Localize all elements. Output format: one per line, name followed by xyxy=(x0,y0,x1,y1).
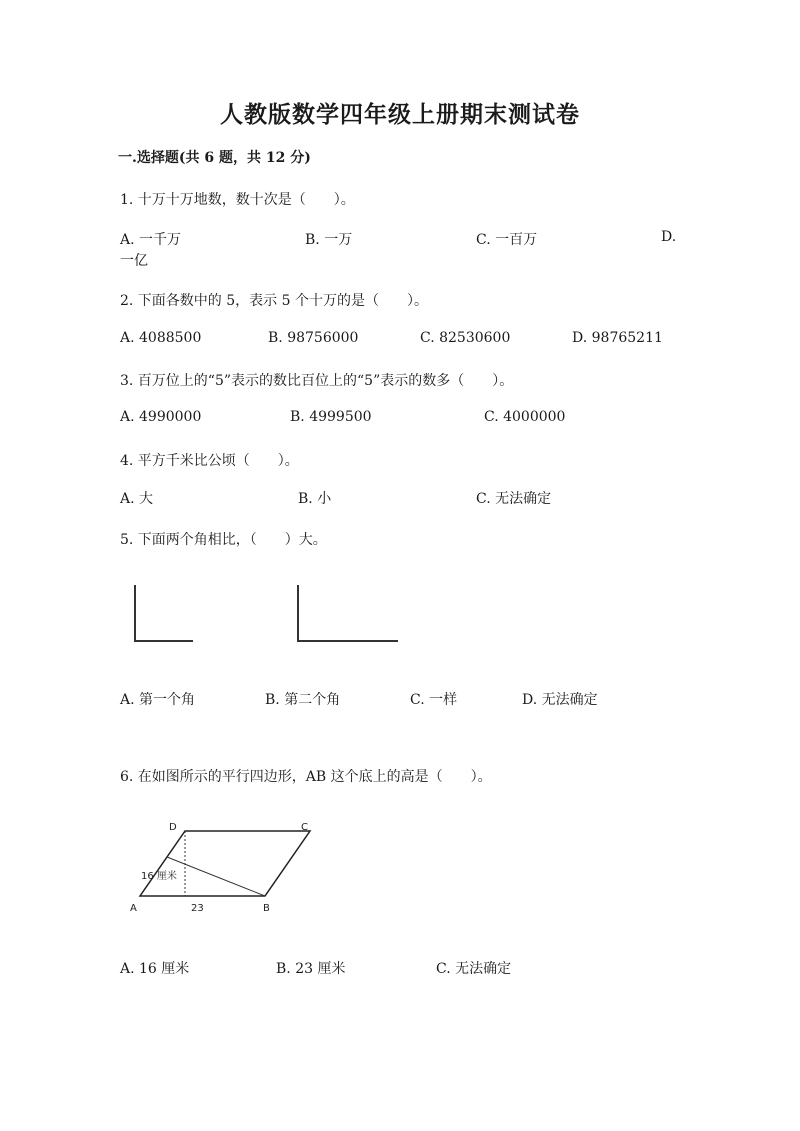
label-a: A xyxy=(130,903,137,914)
q3-option-b: B. 4999500 xyxy=(290,409,372,425)
angle-figure xyxy=(125,580,415,650)
q1-option-d: D. xyxy=(661,229,677,245)
q5-option-b: B. 第二个角 xyxy=(265,692,341,708)
q2-option-c: C. 82530600 xyxy=(420,330,511,346)
q6-option-b: B. 23 厘米 xyxy=(276,961,346,977)
q3-option-c: C. 4000000 xyxy=(484,409,566,425)
question-6-stem: 6. 在如图所示的平行四边形，AB 这个底上的高是（ ）。 xyxy=(120,769,492,785)
parallelogram xyxy=(140,831,310,896)
q4-option-a: A. 大 xyxy=(120,491,154,507)
question-3-stem: 3. 百万位上的“5”表示的数比百位上的“5”表示的数多（ ）。 xyxy=(120,373,514,389)
question-1-stem: 1. 十万十万地数，数十次是（ ）。 xyxy=(120,192,355,208)
page-title: 人教版数学四年级上册期末测试卷 xyxy=(220,101,580,128)
question-4-stem: 4. 平方千米比公顷（ ）。 xyxy=(120,453,299,469)
q1-option-b: B. 一万 xyxy=(305,232,353,248)
label-base: 23 xyxy=(191,903,204,914)
q6-option-a: A. 16 厘米 xyxy=(120,961,190,977)
second-angle xyxy=(298,585,398,641)
q1-option-c: C. 一百万 xyxy=(476,232,538,248)
label-c: C xyxy=(301,822,308,833)
q6-option-c: C. 无法确定 xyxy=(436,961,512,977)
section-heading: 一.选择题(共 6 题，共 12 分) xyxy=(118,150,311,166)
q4-option-c: C. 无法确定 xyxy=(476,491,552,507)
label-d: D xyxy=(169,822,177,833)
q5-option-a: A. 第一个角 xyxy=(120,692,196,708)
q4-option-b: B. 小 xyxy=(298,491,332,507)
question-2-stem: 2. 下面各数中的 5，表示 5 个十万的是（ ）。 xyxy=(120,293,428,309)
parallelogram-figure xyxy=(125,815,325,920)
first-angle xyxy=(135,585,193,641)
q5-option-d: D. 无法确定 xyxy=(522,692,598,708)
q1-option-a: A. 一千万 xyxy=(120,232,182,248)
q2-option-d: D. 98765211 xyxy=(572,330,663,346)
q2-option-a: A. 4088500 xyxy=(120,330,202,346)
q1-option-d-wrap: 一亿 xyxy=(120,253,148,269)
label-b: B xyxy=(263,903,270,914)
q2-option-b: B. 98756000 xyxy=(268,330,359,346)
question-5-stem: 5. 下面两个角相比，（ ）大。 xyxy=(120,532,327,548)
height-to-ad xyxy=(167,857,265,896)
q3-option-a: A. 4990000 xyxy=(120,409,202,425)
q5-option-c: C. 一样 xyxy=(410,692,458,708)
label-side: 16 厘米 xyxy=(141,871,177,882)
